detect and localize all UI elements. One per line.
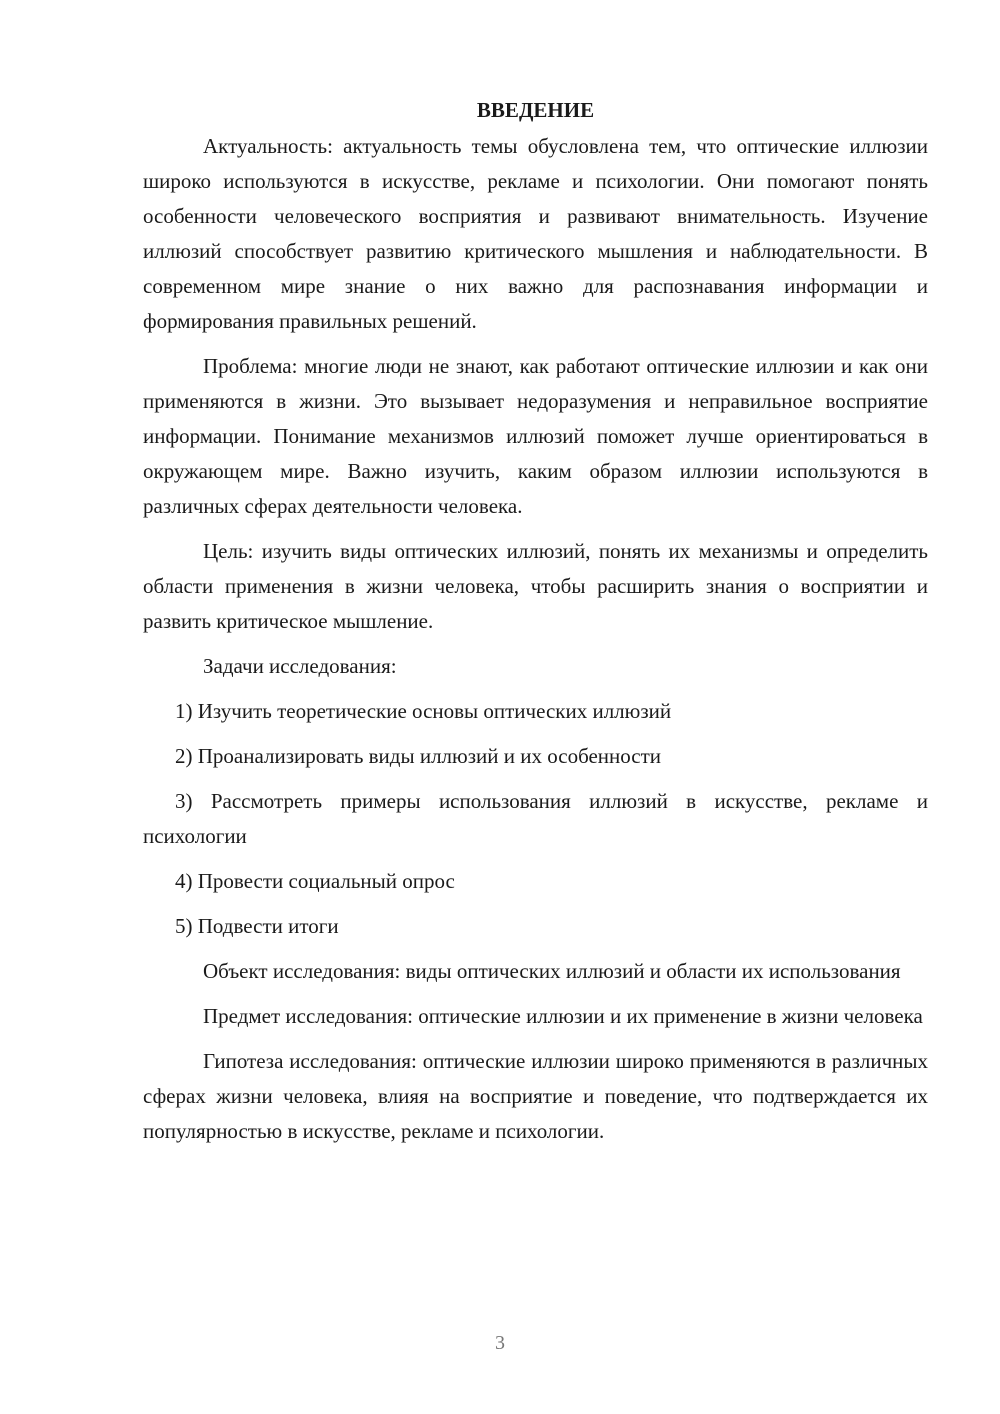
problem-paragraph: Проблема: многие люди не знают, как работают оптические иллюзии и как они применяются в жизни. Это вызывает недоразумения и неправильное восприятие информации. Понимание механизмов иллюзий поможет лучше ориентироваться в окружающем мире. Важно изучить, каким образом иллюзии используются в различных сферах деятельности человека. [143,354,928,518]
goal-paragraph: Цель: изучить виды оптических иллюзий, понять их механизмы и определить области применения в жизни человека, чтобы расширить знания о восприятии и развить критическое мышление. [143,539,928,633]
section-title: ВВЕДЕНИЕ [476,98,595,122]
object-paragraph: Объект исследования: виды оптических иллюзий и области их использования [203,959,901,983]
task-item: 1) Изучить теоретические основы оптических иллюзий [175,699,672,723]
relevance-paragraph: Актуальность: актуальность темы обусловлена тем, что оптические иллюзии широко используются в искусстве, рекламе и психологии. Они помогают понять особенности человеческого восприятия и развивают внимательность. Изучение иллюзий способствует развитию критического мышления и наблюдательности. В современном мире знание о них важно для распознавания информации и формирования правильных решений. [143,134,928,333]
task-item: 5) Подвести итоги [175,914,339,938]
hypothesis-paragraph: Гипотеза исследования: оптические иллюзии широко применяются в различных сферах жизни человека, влияя на восприятие и поведение, что подтверждается их популярностью в искусстве, рекламе и психологии. [143,1049,928,1143]
subject-paragraph: Предмет исследования: оптические иллюзии и их применение в жизни человека [203,1004,923,1028]
task-item: 3) Рассмотреть примеры использования иллюзий в искусстве, рекламе и психологии [143,789,928,848]
document-page [143,93,928,1149]
task-item: 4) Провести социальный опрос [175,869,455,893]
tasks-heading: Задачи исследования: [203,654,397,678]
page-number: 3 [495,1332,505,1354]
task-item: 2) Проанализировать виды иллюзий и их особенности [175,744,662,768]
